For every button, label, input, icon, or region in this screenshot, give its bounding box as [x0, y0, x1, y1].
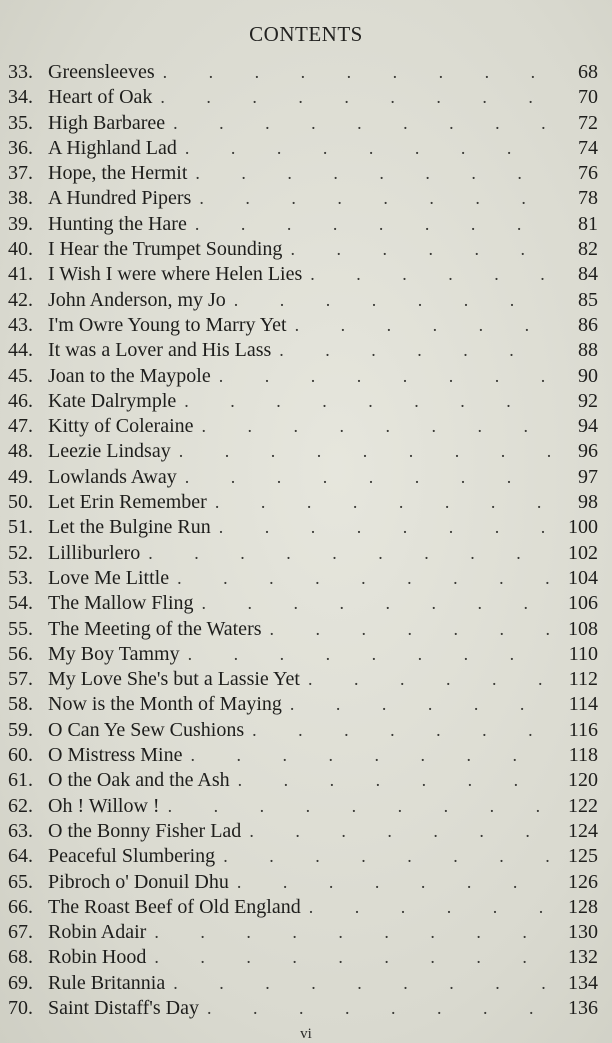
contents-entry: [0, 515, 612, 540]
entry-number: 47.: [8, 415, 33, 438]
entry-number: 51.: [8, 516, 33, 539]
entry-number: 65.: [8, 870, 33, 893]
dot-leader: [309, 895, 550, 920]
entry-title: The Meeting of the Waters: [48, 617, 262, 640]
page-folio: vi: [300, 1026, 312, 1042]
entry-title: I Wish I were where Helen Lies: [48, 263, 303, 286]
entry-page-number: 108: [568, 617, 598, 640]
entry-number: 49.: [8, 465, 33, 488]
contents-entry: [0, 642, 612, 667]
entry-page-number: 128: [568, 895, 598, 918]
entry-title: It was a Lover and His Lass: [48, 339, 272, 362]
dot-leader: [188, 642, 550, 667]
dot-leader: [199, 186, 550, 211]
contents-entry: [0, 819, 612, 844]
entry-number: 53.: [8, 566, 33, 589]
contents-entry: [0, 111, 612, 136]
entry-number: 57.: [8, 668, 33, 691]
dot-leader: [168, 794, 550, 819]
contents-entry: [0, 338, 612, 363]
entry-title: Saint Distaff's Day: [48, 996, 199, 1019]
dot-leader: [160, 85, 550, 110]
contents-entry: [0, 237, 612, 262]
contents-entry: [0, 389, 612, 414]
entry-page-number: 106: [568, 592, 598, 615]
entry-number: 55.: [8, 617, 33, 640]
contents-entry: [0, 971, 612, 996]
entry-page-number: 70: [578, 86, 598, 109]
entry-title: Let the Bulgine Run: [48, 516, 211, 539]
entry-number: 63.: [8, 819, 33, 842]
dot-leader: [219, 515, 550, 540]
entry-title: Lowlands Away: [48, 465, 177, 488]
entry-page-number: 74: [578, 136, 598, 159]
contents-entry: [0, 465, 612, 490]
entry-page-number: 78: [578, 187, 598, 210]
entry-page-number: 122: [568, 794, 598, 817]
entry-page-number: 110: [568, 642, 598, 665]
dot-leader: [184, 389, 550, 414]
entry-number: 56.: [8, 642, 33, 665]
entry-number: 64.: [8, 845, 33, 868]
dot-leader: [154, 920, 550, 945]
contents-entry: [0, 667, 612, 692]
dot-leader: [207, 996, 550, 1021]
dot-leader: [308, 667, 550, 692]
entry-title: John Anderson, my Jo: [48, 288, 226, 311]
entry-number: 36.: [8, 136, 33, 159]
entry-number: 58.: [8, 693, 33, 716]
dot-leader: [219, 364, 550, 389]
entry-title: I Hear the Trumpet Sounding: [48, 238, 283, 261]
dot-leader: [179, 439, 550, 464]
entry-title: O Mistress Mine: [48, 744, 183, 767]
entry-title: I'm Owre Young to Marry Yet: [48, 313, 287, 336]
entry-number: 59.: [8, 718, 33, 741]
entry-page-number: 124: [568, 819, 598, 842]
contents-entry: [0, 161, 612, 186]
entry-page-number: 90: [578, 364, 598, 387]
entry-title: Lilliburlero: [48, 541, 141, 564]
contents-entry: [0, 591, 612, 616]
entry-title: A Hundred Pipers: [48, 187, 192, 210]
dot-leader: [202, 591, 550, 616]
entry-title: Robin Hood: [48, 946, 147, 969]
entry-title: The Roast Beef of Old England: [48, 895, 301, 918]
contents-entry: [0, 920, 612, 945]
contents-entry: [0, 617, 612, 642]
entry-page-number: 136: [568, 996, 598, 1019]
entry-number: 41.: [8, 263, 33, 286]
contents-entry: [0, 60, 612, 85]
entry-page-number: 92: [578, 389, 598, 412]
dot-leader: [195, 212, 550, 237]
entry-number: 50.: [8, 491, 33, 514]
entry-page-number: 82: [578, 238, 598, 261]
dot-leader: [237, 870, 550, 895]
entry-number: 60.: [8, 744, 33, 767]
contents-entry: [0, 844, 612, 869]
contents-entry: [0, 212, 612, 237]
entry-title: Hope, the Hermit: [48, 162, 188, 185]
contents-entry: [0, 85, 612, 110]
entry-title: O the Oak and the Ash: [48, 769, 230, 792]
entry-number: 48.: [8, 440, 33, 463]
entry-title: Now is the Month of Maying: [48, 693, 282, 716]
contents-entry: [0, 541, 612, 566]
dot-leader: [202, 414, 550, 439]
contents-entry: [0, 996, 612, 1021]
entry-page-number: 98: [578, 491, 598, 514]
entry-title: Joan to the Maypole: [48, 364, 211, 387]
entry-number: 61.: [8, 769, 33, 792]
entry-number: 46.: [8, 389, 33, 412]
entry-page-number: 114: [568, 693, 598, 716]
contents-entry: [0, 692, 612, 717]
dot-leader: [223, 844, 550, 869]
entry-title: Leezie Lindsay: [48, 440, 171, 463]
entry-title: Greensleeves: [48, 61, 155, 83]
entry-title: My Boy Tammy: [48, 642, 180, 665]
contents-entry: [0, 870, 612, 895]
dot-leader: [173, 111, 550, 136]
entry-page-number: 120: [568, 769, 598, 792]
entry-number: 62.: [8, 794, 33, 817]
entry-number: 45.: [8, 364, 33, 387]
entry-number: 44.: [8, 339, 33, 362]
contents-entry: [0, 364, 612, 389]
dot-leader: [163, 60, 550, 85]
contents-entry: [0, 490, 612, 515]
contents-heading: CONTENTS: [249, 22, 363, 46]
entry-number: 69.: [8, 971, 33, 994]
entry-page-number: 96: [578, 440, 598, 463]
dot-leader: [234, 288, 550, 313]
entry-title: Kate Dalrymple: [48, 389, 177, 412]
entry-title: The Mallow Fling: [48, 592, 194, 615]
entry-number: 43.: [8, 313, 33, 336]
entry-title: Heart of Oak: [48, 86, 153, 109]
dot-leader: [290, 692, 550, 717]
contents-entry: [0, 566, 612, 591]
dot-leader: [279, 338, 550, 363]
contents-list: [0, 60, 612, 1021]
dot-leader: [290, 237, 550, 262]
entry-page-number: 88: [578, 339, 598, 362]
entry-number: 66.: [8, 895, 33, 918]
dot-leader: [295, 313, 550, 338]
entry-page-number: 130: [568, 921, 598, 944]
entry-title: Robin Adair: [48, 921, 147, 944]
entry-page-number: 112: [568, 668, 598, 691]
entry-page-number: 97: [578, 465, 598, 488]
entry-page-number: 104: [568, 566, 598, 589]
contents-entry: [0, 794, 612, 819]
dot-leader: [173, 971, 550, 996]
entry-number: 42.: [8, 288, 33, 311]
contents-entry: [0, 743, 612, 768]
dot-leader: [185, 465, 550, 490]
entry-page-number: 116: [568, 718, 598, 741]
entry-number: 68.: [8, 946, 33, 969]
entry-page-number: 118: [568, 744, 598, 767]
entry-number: 39.: [8, 212, 33, 235]
dot-leader: [148, 541, 550, 566]
contents-entry: [0, 895, 612, 920]
contents-entry: [0, 313, 612, 338]
dot-leader: [195, 161, 550, 186]
contents-entry: [0, 439, 612, 464]
contents-entry: [0, 288, 612, 313]
entry-title: Kitty of Coleraine: [48, 415, 194, 438]
entry-number: 54.: [8, 592, 33, 615]
contents-entry: [0, 136, 612, 161]
dot-leader: [252, 718, 550, 743]
dot-leader: [154, 945, 550, 970]
entry-number: 67.: [8, 921, 33, 944]
entry-title: Rule Britannia: [48, 971, 166, 994]
entry-title: Peaceful Slumbering: [48, 845, 216, 868]
entry-number: 33.: [8, 61, 33, 83]
dot-leader: [249, 819, 550, 844]
entry-number: 52.: [8, 541, 33, 564]
entry-number: 38.: [8, 187, 33, 210]
entry-page-number: 85: [578, 288, 598, 311]
entry-page-number: 86: [578, 313, 598, 336]
contents-entry: [0, 414, 612, 439]
entry-title: Love Me Little: [48, 566, 170, 589]
contents-entry: [0, 768, 612, 793]
dot-leader: [310, 262, 550, 287]
entry-number: 70.: [8, 996, 33, 1019]
entry-title: High Barbaree: [48, 111, 166, 134]
dot-leader: [185, 136, 550, 161]
entry-number: 34.: [8, 86, 33, 109]
entry-page-number: 81: [578, 212, 598, 235]
entry-number: 35.: [8, 111, 33, 134]
contents-entry: [0, 945, 612, 970]
entry-page-number: 134: [568, 971, 598, 994]
entry-number: 40.: [8, 238, 33, 261]
entry-title: Let Erin Remember: [48, 491, 207, 514]
dot-leader: [190, 743, 550, 768]
entry-title: O Can Ye Sew Cushions: [48, 718, 245, 741]
entry-title: Pibroch o' Donuil Dhu: [48, 870, 229, 893]
dot-leader: [215, 490, 550, 515]
entry-page-number: 126: [568, 870, 598, 893]
entry-page-number: 84: [578, 263, 598, 286]
contents-entry: [0, 718, 612, 743]
entry-page-number: 94: [578, 415, 598, 438]
entry-number: 37.: [8, 162, 33, 185]
entry-page-number: 72: [578, 111, 598, 134]
dot-leader: [238, 768, 550, 793]
entry-title: O the Bonny Fisher Lad: [48, 819, 242, 842]
entry-page-number: 125: [568, 845, 598, 868]
contents-entry: [0, 186, 612, 211]
entry-title: Hunting the Hare: [48, 212, 187, 235]
entry-page-number: 76: [578, 162, 598, 185]
entry-page-number: 102: [568, 541, 598, 564]
entry-title: Oh ! Willow !: [48, 794, 160, 817]
dot-leader: [177, 566, 550, 591]
entry-page-number: 132: [568, 946, 598, 969]
contents-entry: [0, 262, 612, 287]
entry-page-number: 68: [578, 61, 598, 83]
entry-title: A Highland Lad: [48, 136, 177, 159]
dot-leader: [270, 617, 550, 642]
entry-page-number: 100: [568, 516, 598, 539]
entry-title: My Love She's but a Lassie Yet: [48, 668, 300, 691]
